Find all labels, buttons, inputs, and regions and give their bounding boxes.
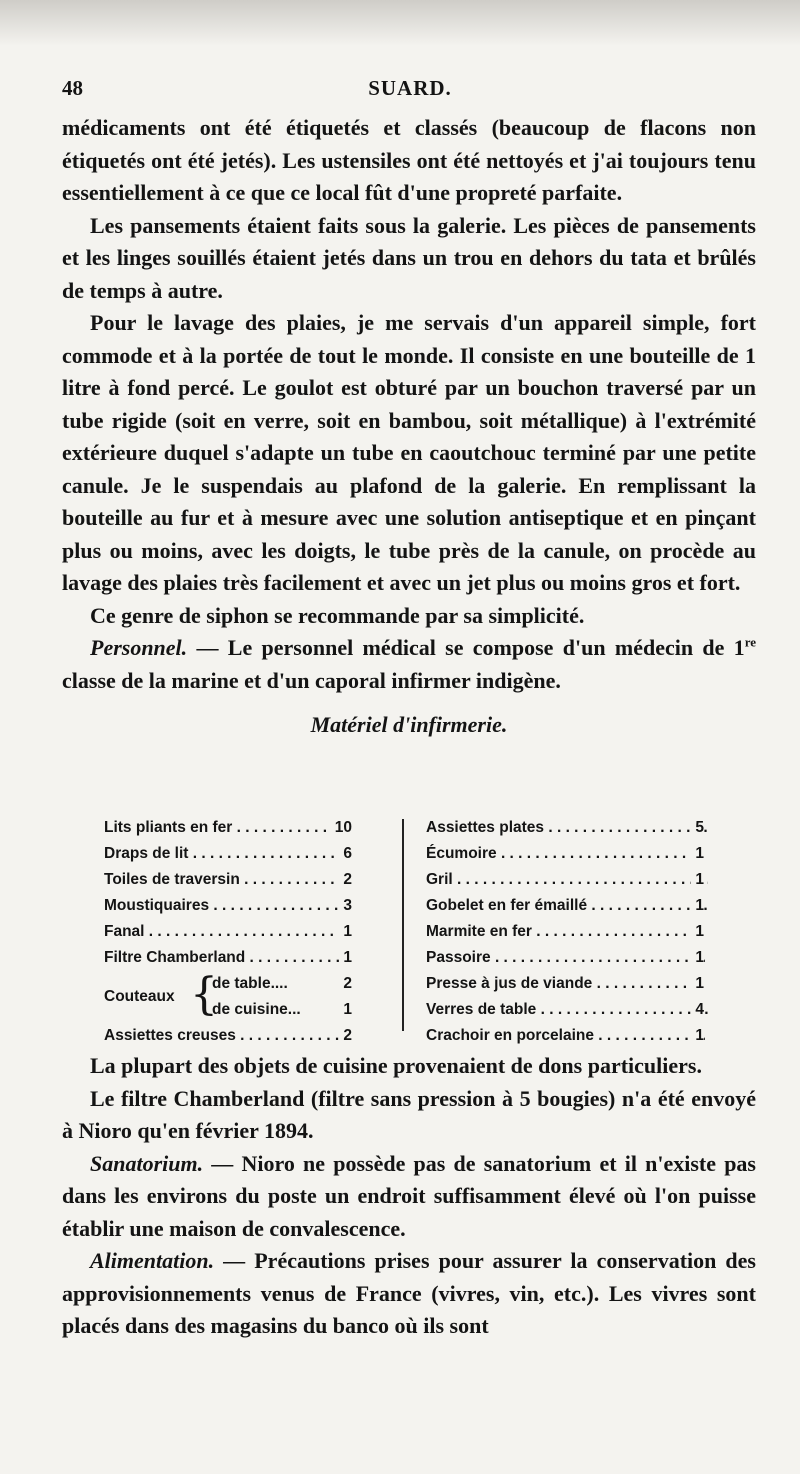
inventory-row: Assiettes creuses . . . 2 [104, 1023, 352, 1049]
paragraph-lead: Sanatorium. [90, 1150, 204, 1176]
paragraph-personnel: Personnel. — Le personnel médical se compose d'un médecin de 1re classe de la marine et d'un caporal infirmer indigène. [62, 634, 756, 693]
inventory-row: Filtre Chamberland . . . 1 [104, 945, 352, 971]
paragraph: Ce genre de siphon se recommande par sa simplicité. [90, 602, 585, 628]
running-head [62, 76, 758, 104]
inventory-row: Toiles de traversin . . . 2 [104, 867, 352, 893]
inventory-row: Gril . . . 1 [426, 867, 708, 893]
column-divider [402, 819, 404, 1031]
couteaux-label: Couteaux [104, 988, 175, 1005]
inventory-right-column [426, 815, 708, 1049]
inventory-row: Assiettes plates . . . 5 [426, 815, 708, 841]
paragraph-sanatorium: Sanatorium. — Nioro ne possède pas de sanatorium et il n'existe pas dans les environs du poste un endroit suffisamment élevé où l'on puisse établir une maison de convalescence. [62, 1150, 756, 1241]
paragraph: Les pansements étaient faits sous la galerie. Les pièces de pansements et les linges souillés étaient jetés dans un trou en dehors du tata et brûlés de temps à autre. [62, 212, 756, 303]
inventory-row: Crachoir en porcelaine . . . 1 [426, 1023, 708, 1049]
couteaux-sub-qty: 2 [343, 975, 352, 992]
inventory-row: Draps de lit . . . 6 [104, 841, 352, 867]
couteaux-sub-label: de table.... [212, 975, 288, 992]
inventory-row: Écumoire . . . 1 [426, 841, 708, 867]
page-number: 48 [62, 76, 83, 100]
inventory-row: Passoire . . . 1 [426, 945, 708, 971]
body-text-top [62, 112, 756, 762]
body-text-bottom [62, 1050, 756, 1343]
inventory-couteaux-group [104, 971, 352, 1023]
inventory-left-column [104, 815, 352, 1049]
couteaux-sub-label: de cuisine... [212, 1001, 301, 1018]
paragraph: La plupart des objets de cuisine provenaient de dons particuliers. [90, 1053, 702, 1078]
inventory-row: Lits pliants en fer . . . 10 [104, 815, 352, 841]
inventory-row: Presse à jus de viande . . . 1 [426, 971, 708, 997]
paragraph-lead: Personnel. [90, 635, 188, 660]
inventory-table [104, 815, 708, 1044]
inventory-row: Verres de table . . . 4 [426, 997, 708, 1023]
couteaux-sub-qty: 1 [343, 1001, 352, 1018]
paragraph-lead: Alimentation. [90, 1248, 215, 1273]
inventory-row: Moustiquaires . . . 3 [104, 893, 352, 919]
paragraph: Pour le lavage des plaies, je me servais d'un appareil simple, fort commode et à la portée de tout le monde. Il consiste en une bouteille de 1 litre à fond percé. Le goulot est obturé par un bouchon traversé par un tube rigide (soit en verre, soit en bambou, soit métallique) à l'extrémité extérieure duquel s'adapte un tube en caoutchouc terminé par une petite canule. Je le suspendais au plafond de la galerie. En remplissant la bouteille au fur et à mesure avec une solution antiseptique et en pinçant plus ou moins, avec les doigts, le tube près de la canule, on procède au lavage des plaies très facilement et avec un jet plus ou moins gros et fort. [62, 310, 756, 595]
paragraph: médicaments ont été étiquetés et classés (beaucoup de flacons non étiquetés ont été jetés). Les ustensiles ont été nettoyés et j'ai toujours tenu essentiellement à ce que ce local fût d'une propreté parfaite. [62, 115, 756, 205]
page-top-shadow [0, 0, 800, 46]
brace-glyph: { [190, 969, 218, 1020]
paragraph-alimentation: Alimentation. — Précautions prises pour assurer la conservation des approvisionnements venus de France (vivres, vin, etc.). Les vivres sont placés dans des magasins du banco où ils sont [62, 1248, 756, 1338]
inventory-row: Marmite en fer . . . 1 [426, 919, 708, 945]
paragraph: Le filtre Chamberland (filtre sans pression à 5 bougies) n'a été envoyé à Nioro qu'en février 1894. [62, 1085, 756, 1143]
running-title: SUARD. [368, 76, 452, 100]
inventory-row: Gobelet en fer émaillé . . . 1 [426, 893, 708, 919]
inventory-row: Fanal . . . 1 [104, 919, 352, 945]
section-title: Matériel d'infirmerie. [310, 712, 508, 737]
